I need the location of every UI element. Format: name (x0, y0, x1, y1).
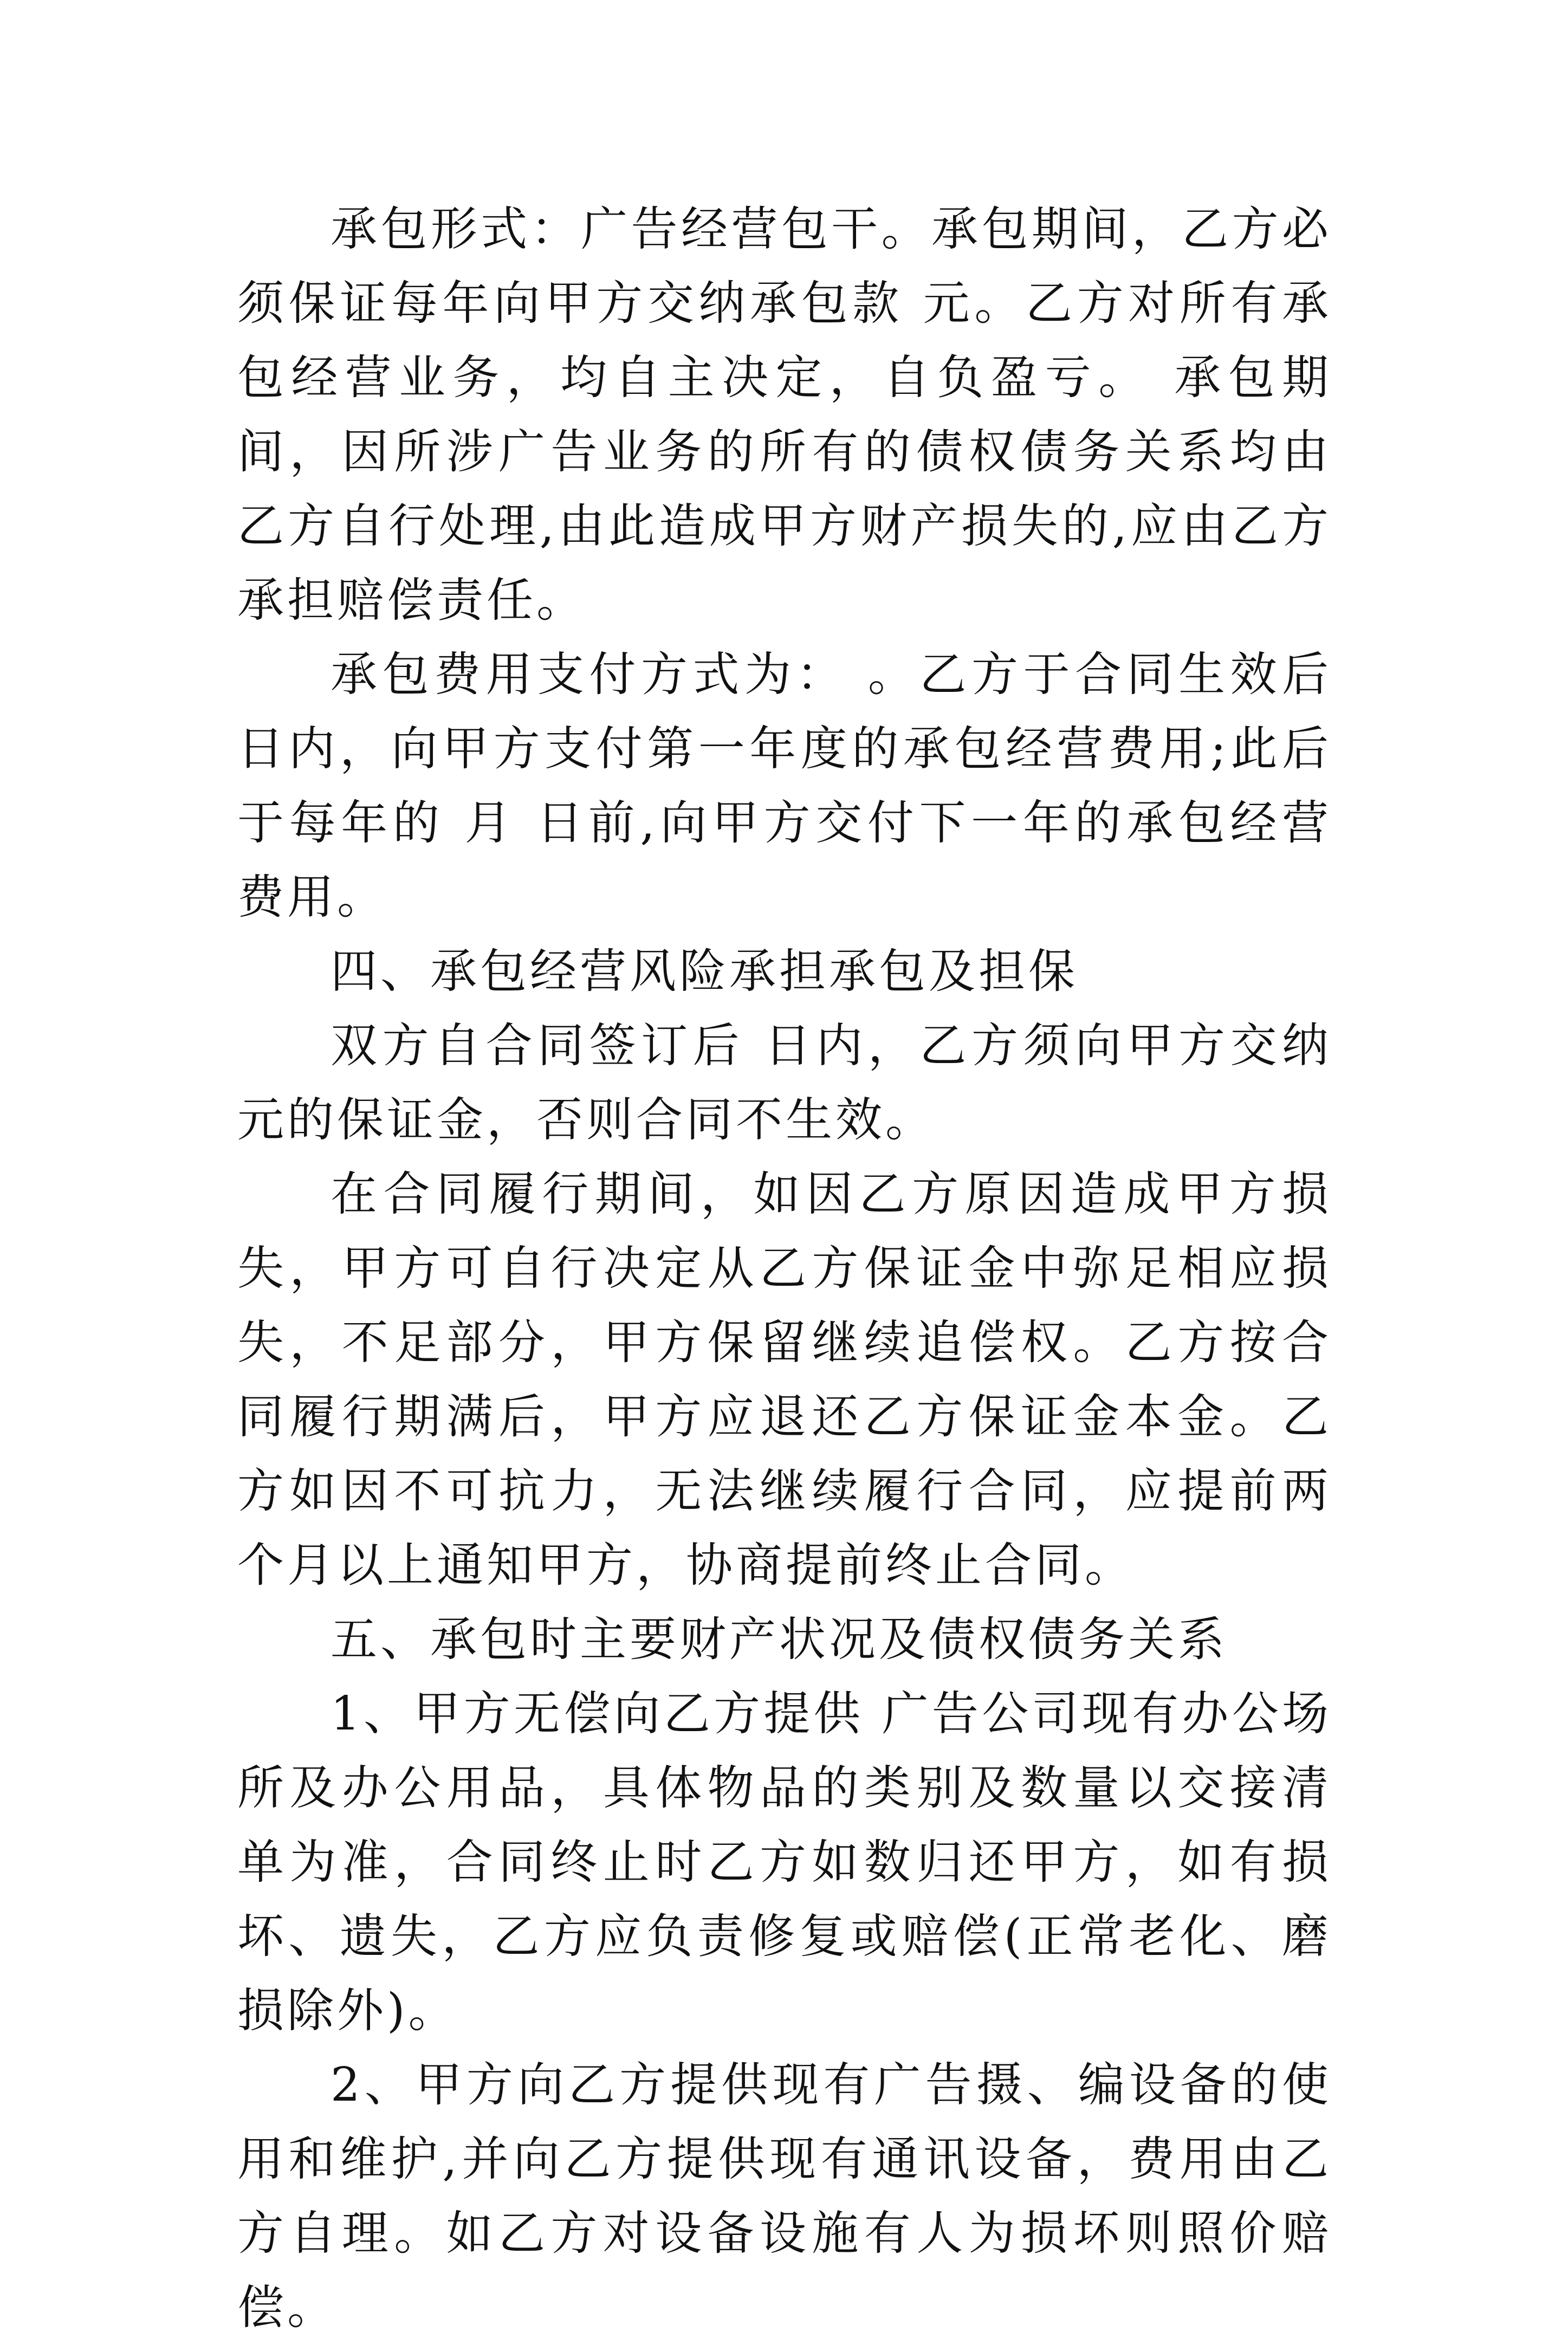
section-heading-risk: 四、承包经营风险承担承包及担保 (331, 944, 1078, 999)
document-body (237, 192, 1332, 2345)
section-heading-assets: 五、承包时主要财产状况及债权债务关系 (331, 1612, 1228, 1667)
paragraph-payment-method: 承包费用支付方式为： 。乙方于合同生效后 日内，向甲方支付第一年度的承包经营费用;此后于每年的 月 日前,向甲方交付下一年的承包经营费用。 (237, 647, 1332, 924)
paragraph-performance: 在合同履行期间，如因乙方原因造成甲方损失，甲方可自行决定从乙方保证金中弥足相应损失，不足部分，甲方保留继续追偿权。乙方按合同履行期满后，甲方应退还乙方保证金本金。乙方如因不可抗力，无法继续履行合同，应提前两个月以上通知甲方，协商提前终止合同。 (237, 1167, 1332, 1592)
paragraph-equipment: 2、甲方向乙方提供现有广告摄、编设备的使用和维护,并向乙方提供现有通讯设备，费用由乙方自理。如乙方对设备设施有人为损坏则照价赔偿。 (237, 2058, 1332, 2335)
paragraph-office-items: 1、甲方无偿向乙方提供 广告公司现有办公场所及办公用品，具体物品的类别及数量以交接清单为准，合同终止时乙方如数归还甲方，如有损坏、遗失，乙方应负责修复或赔偿(正常老化、磨损除外)。 (237, 1687, 1332, 2038)
paragraph-contract-form: 承包形式：广告经营包干。承包期间，乙方必须保证每年向甲方交纳承包款 元。乙方对所有承包经营业务，均自主决定，自负盈亏。 承包期间，因所涉广告业务的所有的债权债务关系均由乙方自行处理,由此造成甲方财产损失的,应由乙方承担赔偿责任。 (237, 202, 1332, 627)
paragraph-deposit: 双方自合同签订后 日内，乙方须向甲方交纳 元的保证金，否则合同不生效。 (237, 1019, 1332, 1147)
